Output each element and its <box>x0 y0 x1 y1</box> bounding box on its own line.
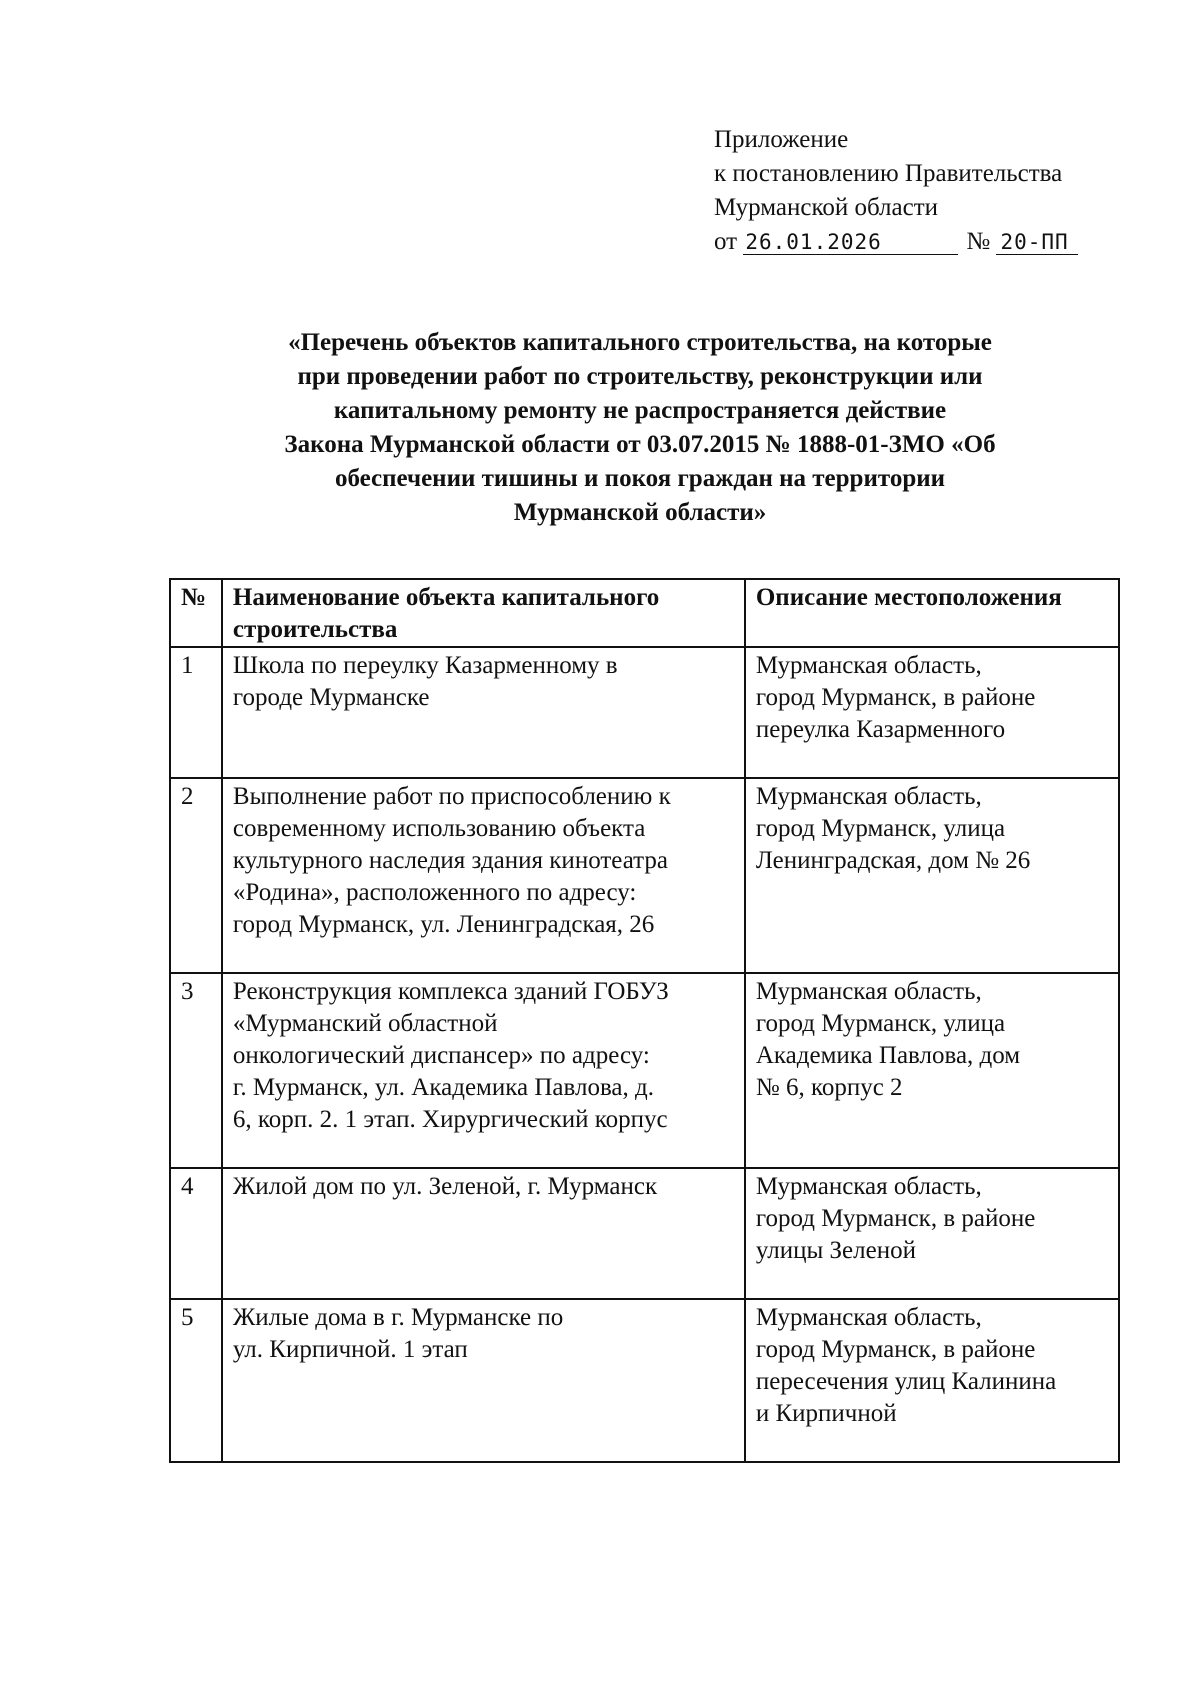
cell-line: город Мурманск, улица <box>755 815 1006 842</box>
appendix-block <box>714 123 1078 259</box>
cell-line: Мурманская область, <box>755 1304 982 1331</box>
cell-line: город Мурманск, улица <box>755 1010 1006 1037</box>
header-object-name: Наименование объекта капитального строительства <box>222 579 745 647</box>
row-number: 5 <box>170 1299 222 1462</box>
cell-line: Жилые дома в г. Мурманске по <box>232 1304 564 1331</box>
cell-line: «Мурманский областной <box>232 1010 498 1037</box>
object-name-cell <box>222 973 745 1168</box>
cell-line: Школа по переулку Казарменному в <box>232 652 618 679</box>
cell-line: Жилой дом по ул. Зеленой, г. Мурманск <box>232 1173 658 1200</box>
cell-line: Реконструкция комплекса зданий ГОБУЗ <box>232 978 669 1005</box>
row-number: 4 <box>170 1168 222 1299</box>
appendix-title: Приложение <box>714 126 849 153</box>
title-line: «Перечень объектов капитального строительства, на которые <box>288 329 992 356</box>
objects-table <box>169 578 1120 1463</box>
cell-line: пересечения улиц Калинина <box>755 1368 1057 1395</box>
location-cell <box>745 1299 1119 1462</box>
table-row <box>170 973 1119 1168</box>
cell-line: культурного наследия здания кинотеатра <box>232 847 668 874</box>
cell-line: «Родина», расположенного по адресу: <box>232 879 637 906</box>
cell-line: Мурманская область, <box>755 652 982 679</box>
title-line: Закона Мурманской области от 03.07.2015 № 1888-01-ЗМО «Об <box>284 431 996 458</box>
title-line: обеспечении тишины и покоя граждан на территории <box>334 465 946 492</box>
location-cell <box>745 647 1119 778</box>
appendix-date-line <box>714 225 1078 259</box>
location-cell <box>745 973 1119 1168</box>
table-row <box>170 778 1119 973</box>
number-sign: № <box>966 228 991 255</box>
row-number: 1 <box>170 647 222 778</box>
cell-line: Мурманская область, <box>755 783 982 810</box>
cell-line: современному использованию объекта <box>232 815 646 842</box>
title-line: Мурманской области» <box>513 499 767 526</box>
table-row <box>170 647 1119 778</box>
cell-line: город Мурманск, в районе <box>755 684 1036 711</box>
location-cell <box>745 778 1119 973</box>
object-name-cell <box>222 778 745 973</box>
appendix-subtitle: к постановлению Правительства <box>714 160 1063 187</box>
cell-line: ул. Кирпичной. 1 этап <box>232 1336 468 1363</box>
cell-line: г. Мурманск, ул. Академика Павлова, д. <box>232 1074 654 1101</box>
cell-line: Мурманская область, <box>755 1173 982 1200</box>
cell-line: Академика Павлова, дом <box>755 1042 1021 1069</box>
cell-line: город Мурманск, ул. Ленинградская, 26 <box>232 911 655 938</box>
cell-line: улицы Зеленой <box>755 1237 916 1264</box>
cell-line: город Мурманск, в районе <box>755 1336 1036 1363</box>
row-number: 3 <box>170 973 222 1168</box>
cell-line: город Мурманск, в районе <box>755 1205 1036 1232</box>
object-name-cell <box>222 1168 745 1299</box>
title-line: капитальному ремонту не распространяется действие <box>333 397 947 424</box>
date-value: 26.01.2026 <box>743 230 958 255</box>
title-line: при проведении работ по строительству, реконструкции или <box>297 363 983 390</box>
date-prefix: от <box>714 228 738 255</box>
cell-line: 6, корп. 2. 1 этап. Хирургический корпус <box>232 1106 668 1133</box>
cell-line: Мурманская область, <box>755 978 982 1005</box>
table-row <box>170 1299 1119 1462</box>
cell-line: Выполнение работ по приспособлению к <box>232 783 671 810</box>
cell-line: № 6, корпус 2 <box>755 1074 903 1101</box>
location-cell <box>745 1168 1119 1299</box>
cell-line: онкологический диспансер» по адресу: <box>232 1042 650 1069</box>
document-title <box>160 326 1120 530</box>
object-name-cell <box>222 1299 745 1462</box>
object-name-cell <box>222 647 745 778</box>
table-header-row <box>170 579 1119 647</box>
row-number: 2 <box>170 778 222 973</box>
cell-line: городе Мурманске <box>232 684 430 711</box>
header-location: Описание местоположения <box>745 579 1119 647</box>
number-value: 20-ПП <box>996 230 1078 255</box>
header-number: № <box>170 579 222 647</box>
cell-line: переулка Казарменного <box>755 716 1006 743</box>
table-row <box>170 1168 1119 1299</box>
cell-line: и Кирпичной <box>755 1400 897 1427</box>
cell-line: Ленинградская, дом № 26 <box>755 847 1031 874</box>
appendix-region: Мурманской области <box>714 194 939 221</box>
